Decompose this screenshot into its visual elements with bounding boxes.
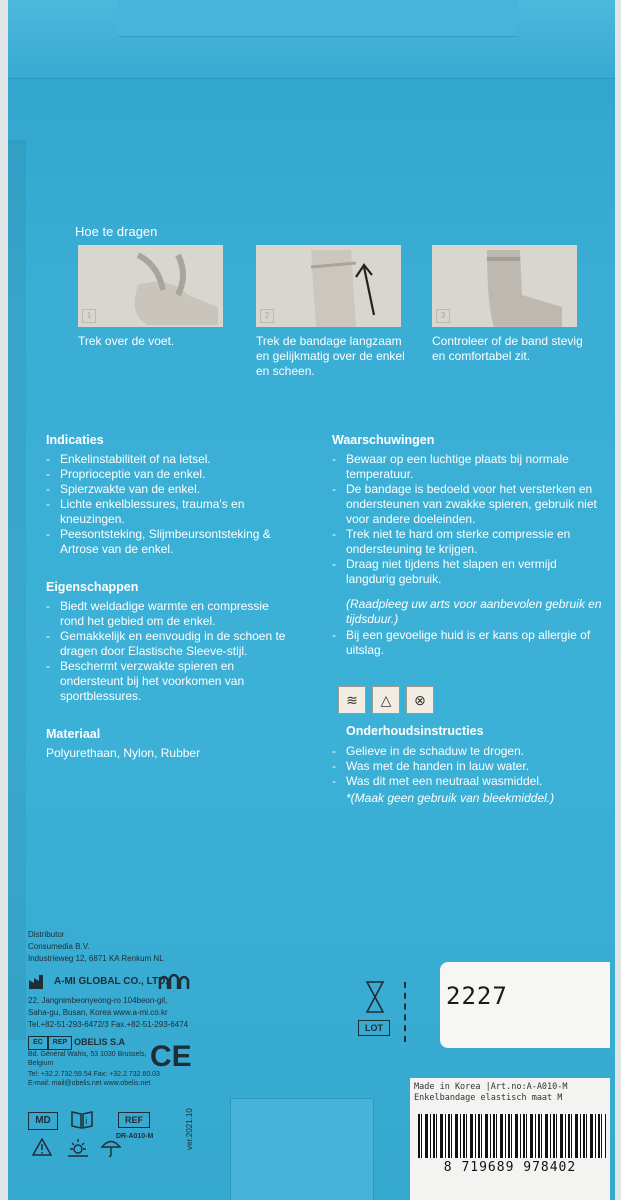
indications-list [46, 452, 296, 557]
md-mark: MD [28, 1112, 58, 1130]
warnings-list-last [332, 628, 604, 658]
warnings-title: Waarschuwingen [332, 433, 435, 447]
arrow-up-icon [256, 245, 406, 327]
manufacturer-address-2: Saha-gu, Busan, Korea www.a-mi.co.kr [28, 1008, 168, 1017]
step-number: 2 [260, 309, 274, 323]
barcode-number: 8 719689 978402 [443, 1160, 577, 1175]
material-text: Polyurethaan, Nylon, Rubber [46, 746, 201, 760]
ec-badge: EC [28, 1036, 48, 1050]
list-item: - Biedt weldadige warmte en compressie rond het gebied om de enkel. [46, 599, 296, 629]
no-tumble-dry-icon: ⊗ [406, 686, 434, 714]
price-sticker [440, 962, 610, 1048]
step-number: 1 [82, 309, 96, 323]
rep-badge: REP [48, 1036, 72, 1050]
product-label-line-1: Made in Korea |Art.no:A-A010-M [414, 1082, 568, 1092]
step-1-image [78, 245, 223, 327]
list-item: - Trek niet te hard om sterke compressie en ondersteuning te krijgen. [332, 527, 604, 557]
step-number: 3 [436, 309, 450, 323]
no-bleach-icon: △ [372, 686, 400, 714]
lower-flap-panel [230, 1098, 374, 1200]
manufacturer-name: A-MI GLOBAL CO., LTD. [54, 976, 169, 987]
manufacturer-address-1: 22, Jangnimbeonyeong-ro 104beon-gil, [28, 996, 168, 1005]
list-item: - De bandage is bedoeld voor het versterken en ondersteunen van zwakke spieren, gebruik niet voor andere doeleinden. [332, 482, 604, 527]
manufacturer-phone: Tel.+82-51-293-6472/3 Fax.+82-51-293-6474 [28, 1020, 189, 1029]
step-2-caption: Trek de bandage langzaam en gelijkmatig over de enkel en scheen. [256, 334, 405, 378]
list-item: - Gemakkelijk en eenvoudig in de schoen te dragen door Elastische Sleeve-stijl. [46, 629, 296, 659]
distributor-address: Industrieweg 12, 6871 KA Renkum NL [28, 954, 164, 963]
properties-list [46, 599, 296, 704]
warnings-note: (Raadpleeg uw arts voor aanbevolen gebruik en tijdsduur.) [346, 597, 602, 626]
step-1-caption: Trek over de voet. [78, 334, 175, 348]
warnings-list [332, 452, 604, 587]
factory-icon [28, 974, 50, 990]
warning-triangle-icon [32, 1138, 52, 1156]
ce-mark: CE [150, 1040, 192, 1073]
list-item: - Lichte enkelblessures, trauma's en kneuzingen. [46, 497, 296, 527]
list-item: - Bewaar op een luchtige plaats bij normale temperatuur. [332, 452, 604, 482]
lot-frame-left [404, 982, 412, 1042]
box-tuck-tab [118, 0, 518, 37]
care-title: Onderhoudsinstructies [346, 724, 484, 738]
barcode [412, 1112, 608, 1175]
hand-wash-icon: ≋ [338, 686, 366, 714]
lot-label: LOT [358, 1020, 390, 1036]
keep-dry-umbrella-icon [100, 1136, 122, 1158]
list-item: - Spierzwakte van de enkel. [46, 482, 296, 497]
list-item: - Was dit met een neutraal wasmiddel. [332, 774, 604, 789]
ec-rep-email: E-mail: mail@obelis.net www.obelis.net [28, 1080, 151, 1087]
list-item: - Draag niet tijdens het slapen en vermijd langdurig gebruik. [332, 557, 604, 587]
product-label-line-2: Enkelbandage elastisch maat M [414, 1093, 563, 1103]
step-3-image [432, 245, 577, 327]
box-top-flap [8, 0, 615, 79]
care-note: *(Maak geen gebruik van bleekmiddel.) [346, 791, 555, 805]
indications-title: Indicaties [46, 433, 104, 447]
foot-icon [78, 245, 223, 327]
sock-icon [432, 245, 577, 327]
keep-away-from-sunlight-icon [66, 1136, 90, 1158]
distributor-name: Consumedia B.V. [28, 942, 90, 951]
list-item: - Enkelinstabiliteit of na letsel. [46, 452, 296, 467]
a-mi-logo-icon [158, 972, 194, 990]
list-item: - Bij een gevoelige huid is er kans op allergie of uitslag. [332, 628, 604, 658]
svg-text:i: i [85, 1117, 88, 1127]
price-sticker-number: 2227 [446, 982, 508, 1010]
list-item: - Gelieve in de schaduw te drogen. [332, 744, 604, 759]
ref-code: DR-A010-M [116, 1133, 154, 1140]
properties-title: Eigenschappen [46, 580, 139, 594]
ec-rep-name: OBELIS S.A [74, 1037, 126, 1047]
hourglass-icon [362, 980, 388, 1014]
list-item: - Was met de handen in lauw water. [332, 759, 604, 774]
care-list [332, 744, 604, 789]
instructions-book-icon [70, 1110, 94, 1130]
box-side-fold [8, 140, 26, 1040]
ref-badge: REF [118, 1112, 150, 1128]
ec-rep-address-2: Belgium [28, 1060, 54, 1067]
ec-rep-address-1: Bd. Général Wahis, 53 1030 Brussels, [28, 1051, 147, 1058]
ec-rep-phone: Tel: +32.2.732.59.54 Fax: +32.2.732.60.03 [28, 1071, 160, 1078]
step-2-image [256, 245, 401, 327]
how-to-wear-title: Hoe te dragen [75, 224, 158, 239]
step-3-caption: Controleer of de band stevig en comfortabel zit. [432, 334, 583, 363]
list-item: - Beschermt verzwakte spieren en ondersteunt bij het voorkomen van sportblessures. [46, 659, 296, 704]
barcode-bars [418, 1114, 606, 1158]
version-text: ver.2021.10 [185, 1108, 194, 1150]
material-title: Materiaal [46, 727, 101, 741]
distributor-label: Distributor [28, 930, 65, 939]
list-item: - Peesontsteking, Slijmbeursontsteking & Artrose van de enkel. [46, 527, 296, 557]
list-item: - Proprioceptie van de enkel. [46, 467, 296, 482]
